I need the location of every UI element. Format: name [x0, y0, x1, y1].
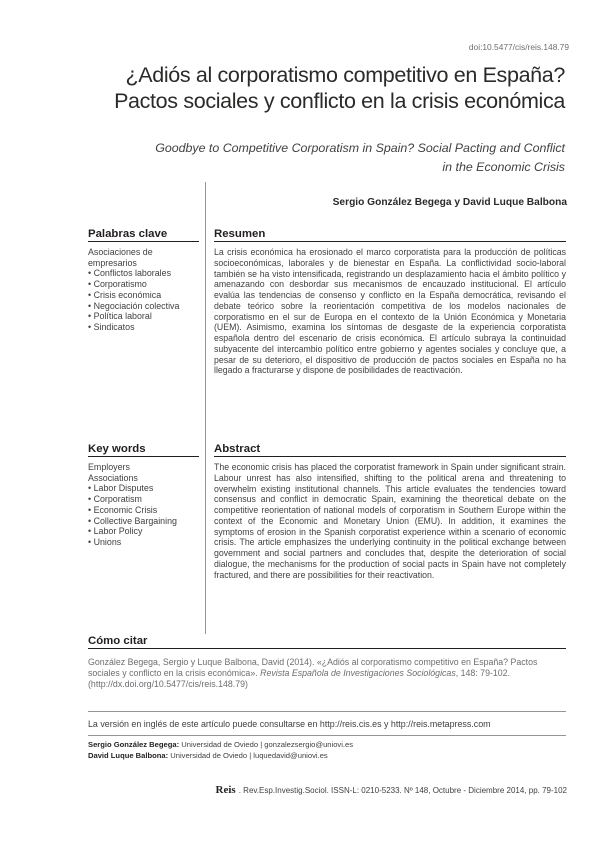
resumen-text: La crisis económica ha erosionado el marco corporatista para la producción de políticas socioeconómicas, laborales y de bienestar en España. La conflictividad socio-laboral también se ha visto intensificada, registrando un desplazamiento hacia el ámbito político y amenazando con desbordar sus mecanismos de encauzado institucional. El artículo evalúa las tendencias de consenso y conflicto en la España democrática, revisando el debate teórico sobre la reorientación competitiva de los modelos nacionales de corporatismo en el sur de Europa en el contexto de la Unión Económica y Monetaria (UEM). Asimismo, examina los síntomas de desgaste de la experiencia corporatista española dentro del escenario de crisis económica. El artículo subraya la continuidad subyacente del intercambio político entre gobierno y agentes sociales y concluye que, a pesar de su deterioro, el dispositivo de producción de pactos sociales en España no ha llegado a fracturarse y dispone de posibilidades de reactivación.: [214, 247, 566, 376]
keyword-line: • Corporatismo: [88, 279, 147, 290]
citation-text: [88, 657, 566, 689]
affiliation-detail: Universidad de Oviedo | gonzalezsergio@uniovi.es: [179, 740, 354, 749]
como-citar-heading: Cómo citar: [88, 635, 566, 649]
palabras-clave-section: [88, 228, 199, 333]
keyword-line: • Labor Policy: [88, 526, 143, 537]
como-citar-section: [88, 635, 566, 649]
abstract-section: [214, 443, 566, 580]
keyword-line: • Economic Crisis: [88, 504, 158, 515]
palabras-clave-heading: Palabras clave: [88, 228, 199, 242]
abstract-text: The economic crisis has placed the corporatist framework in Spain under significant strain. Labour unrest has also intensified, shifting to the political arena and threatening to overwhelm existing institutional channels. This article evaluates the tendencies toward consensus and conflict in democratic Spain, examining the theoretical debate on the competitive reorientation of national models of corporatism in Southern Europe within the context of the Economic and Monetary Union (EMU). In addition, it examines the symptoms of erosion in the Spanish corporatist experience within a scenario of economic crisis. The article emphasizes the underlying continuity in the political exchange between government and social partners and concludes that, despite the deterioration of social dialogue, the mechanisms for the production of social pacts in Spain have not completely fractured, and there are possibilities for their reactivation.: [214, 462, 566, 580]
keyword-line: • Negociación colectiva: [88, 300, 180, 311]
keyword-line: • Crisis económica: [88, 289, 162, 300]
footer-citation: . Rev.Esp.Investig.Sociol. ISSN-L: 0210-5233. Nº 148, Octubre - Diciembre 2014, pp. 79-102: [238, 786, 567, 795]
page-footer: [216, 784, 567, 796]
citation-doi-link[interactable]: (http://dx.doi.org/10.5477/cis/reis.148.79): [88, 678, 248, 689]
doi-label: doi:10.5477/cis/reis.148.79: [468, 42, 569, 52]
keyword-line: empresarios: [88, 257, 137, 268]
subtitle-line-2: in the Economic Crisis: [442, 159, 565, 174]
author-affiliation: [88, 751, 328, 760]
keyword-line: • Corporatism: [88, 494, 142, 505]
citation-journal: Revista Española de Investigaciones Sociológicas: [260, 667, 456, 678]
resumen-section: [214, 228, 566, 376]
title-line-1: ¿Adiós al corporatismo competitivo en España?: [125, 63, 565, 87]
article-title: [60, 62, 565, 114]
article-subtitle-english: [60, 139, 565, 176]
keyword-line: Asociaciones de: [88, 247, 153, 257]
title-line-2: Pactos sociales y conflicto en la crisis económica: [114, 89, 565, 113]
keyword-line: • Política laboral: [88, 311, 152, 322]
keyword-line: • Labor Disputes: [88, 483, 154, 494]
palabras-clave-list: [88, 247, 199, 333]
journal-brand: Reis: [215, 784, 236, 796]
keyword-line: • Collective Bargaining: [88, 515, 177, 526]
resumen-heading: Resumen: [214, 228, 566, 242]
citation-main: González Begega, Sergio y Luque Balbona, David (2014). «¿Adiós al corporatismo competitivo en España? Pactos sociales y conflicto en la crisis económica».: [88, 657, 538, 678]
keyword-line: • Sindicatos: [88, 321, 135, 332]
author-affiliation: [88, 740, 353, 749]
affiliation-detail: Universidad de Oviedo | luquedavid@uniovi.es: [168, 751, 328, 760]
subtitle-line-1: Goodbye to Competitive Corporatism in Spain? Social Pacting and Conflict: [155, 141, 565, 155]
english-version-note: La versión en inglés de este artículo puede consultarse en http://reis.cis.es y http://reis.metapress.com: [88, 719, 491, 729]
abstract-heading: Abstract: [214, 443, 566, 457]
column-divider: [205, 182, 206, 634]
citation-volume-pages: , 148: 79-102.: [455, 667, 511, 678]
keyword-line: • Unions: [88, 536, 122, 547]
affiliation-author-name: David Luque Balbona:: [88, 751, 169, 760]
keyword-line: Associations: [88, 472, 138, 483]
affiliation-author-name: Sergio González Begega:: [88, 740, 180, 749]
key-words-section: [88, 443, 199, 548]
keyword-line: • Conflictos laborales: [88, 268, 172, 279]
authors: Sergio González Begega y David Luque Balbona: [332, 197, 567, 208]
keyword-line: Employers: [88, 462, 130, 472]
separator-line: [88, 711, 566, 712]
key-words-heading: Key words: [88, 443, 199, 457]
separator-line: [88, 735, 566, 736]
key-words-list: [88, 462, 199, 548]
